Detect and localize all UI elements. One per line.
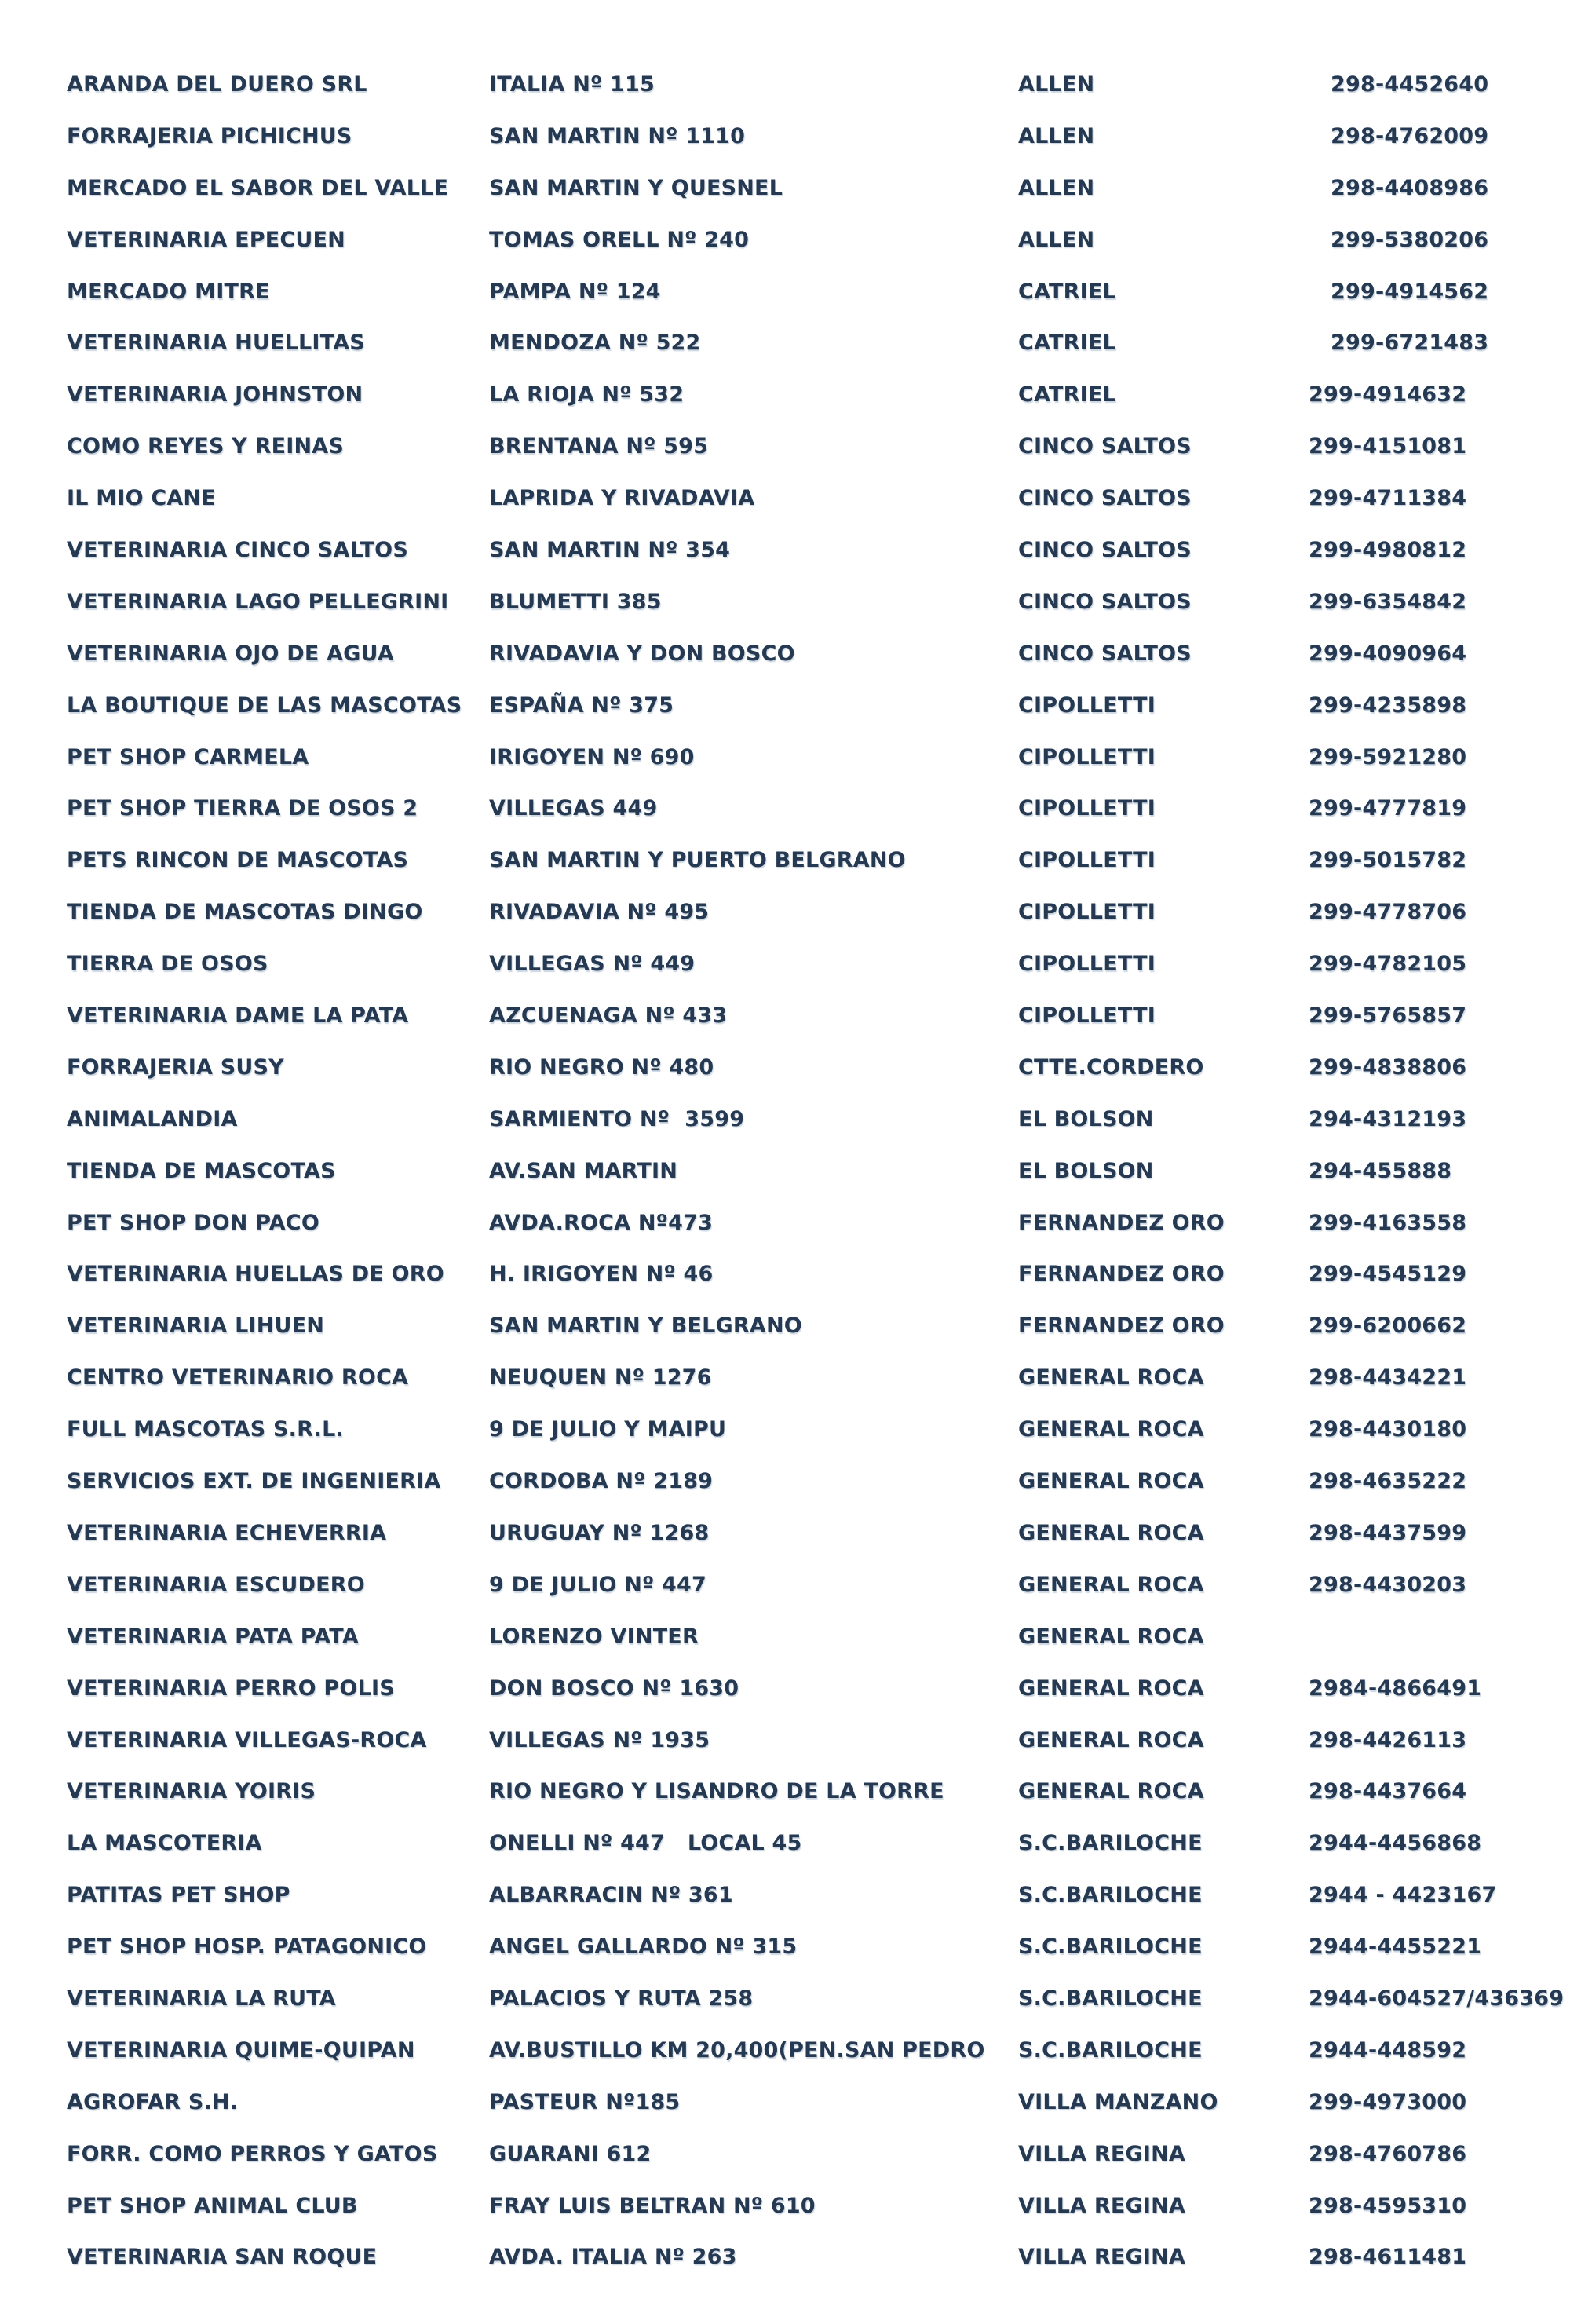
business-name-cell: SERVICIOS EXT. DE INGENIERIA <box>67 1469 441 1494</box>
business-name-cell: VETERINARIA EPECUEN <box>67 227 345 252</box>
city-cell: ALLEN <box>1018 123 1095 148</box>
business-name-cell: VETERINARIA JOHNSTON <box>67 382 363 407</box>
phone-cell: 299-4151081 <box>1309 434 1467 459</box>
city-cell: CIPOLLETTI <box>1018 692 1156 718</box>
city-cell: CIPOLLETTI <box>1018 952 1156 977</box>
address-cell: BLUMETTI 385 <box>489 589 662 614</box>
city-cell: ALLEN <box>1018 227 1095 252</box>
city-cell: VILLA REGINA <box>1018 2245 1185 2270</box>
table-row <box>67 783 1570 835</box>
address-cell: 9 DE JULIO Y MAIPU <box>489 1417 727 1442</box>
table-row <box>67 2180 1570 2232</box>
city-cell: FERNANDEZ ORO <box>1018 1210 1225 1235</box>
address-cell: RIO NEGRO Nº 480 <box>489 1054 714 1080</box>
phone-cell: 298-4760786 <box>1309 2141 1467 2166</box>
phone-cell: 299-5921280 <box>1309 744 1467 769</box>
city-cell: S.C.BARILOCHE <box>1018 1935 1203 1960</box>
table-row <box>67 886 1570 938</box>
business-name-cell: VETERINARIA LIHUEN <box>67 1314 325 1339</box>
city-cell: S.C.BARILOCHE <box>1018 1986 1203 2011</box>
business-name-cell: TIENDA DE MASCOTAS DINGO <box>67 900 423 925</box>
business-name-cell: VETERINARIA ESCUDERO <box>67 1572 365 1597</box>
table-row <box>67 163 1570 214</box>
phone-cell: 299-4545129 <box>1309 1262 1467 1287</box>
city-cell: FERNANDEZ ORO <box>1018 1314 1225 1339</box>
city-cell: VILLA REGINA <box>1018 2141 1185 2166</box>
address-cell: VILLEGAS Nº 1935 <box>489 1727 710 1752</box>
table-row <box>67 1248 1570 1300</box>
address-cell: MENDOZA Nº 522 <box>489 331 701 356</box>
phone-cell: 299-6200662 <box>1309 1314 1467 1339</box>
city-cell: ALLEN <box>1018 175 1095 200</box>
address-cell: IRIGOYEN Nº 690 <box>489 744 695 769</box>
phone-cell: 299-4914562 <box>1331 279 1489 304</box>
business-name-cell: VETERINARIA VILLEGAS-ROCA <box>67 1727 427 1752</box>
table-row <box>67 1146 1570 1197</box>
business-name-cell: VETERINARIA HUELLAS DE ORO <box>67 1262 444 1287</box>
business-name-cell: VETERINARIA PATA PATA <box>67 1624 359 1649</box>
business-name-cell: ANIMALANDIA <box>67 1106 238 1131</box>
business-name-cell: VETERINARIA SAN ROQUE <box>67 2245 378 2270</box>
address-cell: AVDA.ROCA Nº473 <box>489 1210 714 1235</box>
table-row <box>67 628 1570 680</box>
phone-cell: 299-4090964 <box>1309 641 1467 666</box>
phone-cell: 299-4782105 <box>1309 952 1467 977</box>
phone-cell: 298-4611481 <box>1309 2245 1467 2270</box>
address-cell: LORENZO VINTER <box>489 1624 699 1649</box>
business-name-cell: CENTRO VETERINARIO ROCA <box>67 1365 409 1390</box>
table-row <box>67 1300 1570 1352</box>
address-cell: FRAY LUIS BELTRAN Nº 610 <box>489 2193 816 2218</box>
business-name-cell: VETERINARIA HUELLITAS <box>67 331 365 356</box>
address-cell: PASTEUR Nº185 <box>489 2089 681 2114</box>
business-name-cell: TIENDA DE MASCOTAS <box>67 1158 336 1183</box>
address-cell: URUGUAY Nº 1268 <box>489 1520 710 1545</box>
city-cell: CTTE.CORDERO <box>1018 1054 1204 1080</box>
address-cell: AZCUENAGA Nº 433 <box>489 1003 728 1029</box>
phone-cell: 299-6354842 <box>1309 589 1467 614</box>
city-cell: VILLA MANZANO <box>1018 2089 1218 2114</box>
business-name-cell: VETERINARIA QUIME-QUIPAN <box>67 2037 415 2063</box>
business-name-cell: LA MASCOTERIA <box>67 1831 262 1856</box>
address-cell: ITALIA Nº 115 <box>489 72 655 97</box>
city-cell: GENERAL ROCA <box>1018 1675 1204 1701</box>
city-cell: ALLEN <box>1018 72 1095 97</box>
table-row <box>67 59 1570 111</box>
address-cell: ALBARRACIN Nº 361 <box>489 1883 733 1908</box>
business-name-cell: MERCADO EL SABOR DEL VALLE <box>67 175 449 200</box>
phone-cell: 2944-604527/436369 <box>1309 1986 1565 2011</box>
table-row <box>67 2129 1570 2180</box>
table-row <box>67 1818 1570 1869</box>
table-row <box>67 680 1570 732</box>
phone-cell: 299-5015782 <box>1309 848 1467 873</box>
table-row <box>67 473 1570 524</box>
table-row <box>67 576 1570 628</box>
address-cell: SAN MARTIN Y QUESNEL <box>489 175 783 200</box>
address-cell: H. IRIGOYEN Nº 46 <box>489 1262 714 1287</box>
phone-cell: 299-6721483 <box>1331 331 1489 356</box>
table-row <box>67 2231 1570 2283</box>
phone-cell: 294-455888 <box>1309 1158 1452 1183</box>
city-cell: GENERAL ROCA <box>1018 1417 1204 1442</box>
business-name-cell: FORRAJERIA SUSY <box>67 1054 284 1080</box>
city-cell: CINCO SALTOS <box>1018 641 1192 666</box>
address-cell: ONELLI Nº 447 LOCAL 45 <box>489 1831 802 1856</box>
address-cell: ANGEL GALLARDO Nº 315 <box>489 1935 798 1960</box>
table-row <box>67 1715 1570 1767</box>
table-row <box>67 524 1570 576</box>
address-cell: VILLEGAS Nº 449 <box>489 952 696 977</box>
address-cell: SAN MARTIN Nº 1110 <box>489 123 746 148</box>
city-cell: CINCO SALTOS <box>1018 434 1192 459</box>
phone-cell: 298-4430203 <box>1309 1572 1467 1597</box>
city-cell: CIPOLLETTI <box>1018 796 1156 821</box>
phone-cell: 299-4973000 <box>1309 2089 1467 2114</box>
phone-cell: 298-4437664 <box>1309 1779 1467 1804</box>
table-row <box>67 938 1570 990</box>
address-cell: CORDOBA Nº 2189 <box>489 1469 714 1494</box>
city-cell: CIPOLLETTI <box>1018 900 1156 925</box>
table-row <box>67 1663 1570 1715</box>
phone-cell: 298-4408986 <box>1331 175 1489 200</box>
table-row <box>67 2025 1570 2077</box>
address-cell: RIVADAVIA Nº 495 <box>489 900 710 925</box>
phone-cell: 298-4426113 <box>1309 1727 1467 1752</box>
address-cell: TOMAS ORELL Nº 240 <box>489 227 750 252</box>
address-cell: RIVADAVIA Y DON BOSCO <box>489 641 795 666</box>
business-name-cell: VETERINARIA CINCO SALTOS <box>67 538 408 563</box>
city-cell: S.C.BARILOCHE <box>1018 2037 1203 2063</box>
table-row <box>67 1042 1570 1094</box>
directory-rows <box>67 59 1570 2283</box>
address-cell: AV.BUSTILLO KM 20,400(PEN.SAN PEDRO <box>489 2037 985 2063</box>
phone-cell: 299-4838806 <box>1309 1054 1467 1080</box>
city-cell: CIPOLLETTI <box>1018 744 1156 769</box>
table-row <box>67 990 1570 1042</box>
table-row <box>67 1973 1570 2025</box>
city-cell: CATRIEL <box>1018 331 1116 356</box>
address-cell: SAN MARTIN Nº 354 <box>489 538 731 563</box>
phone-cell: 298-4434221 <box>1309 1365 1467 1390</box>
phone-cell: 299-5380206 <box>1331 227 1489 252</box>
business-name-cell: MERCADO MITRE <box>67 279 270 304</box>
city-cell: CIPOLLETTI <box>1018 848 1156 873</box>
table-row <box>67 1611 1570 1663</box>
business-name-cell: PET SHOP HOSP. PATAGONICO <box>67 1935 427 1960</box>
address-cell: PALACIOS Y RUTA 258 <box>489 1986 754 2011</box>
phone-cell: 298-4452640 <box>1331 72 1489 97</box>
business-name-cell: VETERINARIA OJO DE AGUA <box>67 641 394 666</box>
phone-cell: 294-4312193 <box>1309 1106 1467 1131</box>
city-cell: CINCO SALTOS <box>1018 538 1192 563</box>
table-row <box>67 1869 1570 1921</box>
address-cell: 9 DE JULIO Nº 447 <box>489 1572 706 1597</box>
business-name-cell: VETERINARIA YOIRIS <box>67 1779 316 1804</box>
address-cell: RIO NEGRO Y LISANDRO DE LA TORRE <box>489 1779 944 1804</box>
city-cell: CIPOLLETTI <box>1018 1003 1156 1029</box>
business-name-cell: ARANDA DEL DUERO SRL <box>67 72 367 97</box>
table-row <box>67 1559 1570 1611</box>
city-cell: CINCO SALTOS <box>1018 486 1192 511</box>
city-cell: GENERAL ROCA <box>1018 1779 1204 1804</box>
table-row <box>67 1921 1570 1973</box>
business-name-cell: VETERINARIA LAGO PELLEGRINI <box>67 589 449 614</box>
city-cell: EL BOLSON <box>1018 1158 1154 1183</box>
city-cell: EL BOLSON <box>1018 1106 1154 1131</box>
table-row <box>67 1197 1570 1249</box>
table-row <box>67 421 1570 473</box>
table-row <box>67 1507 1570 1559</box>
phone-cell: 299-4163558 <box>1309 1210 1467 1235</box>
phone-cell: 299-4777819 <box>1309 796 1467 821</box>
business-name-cell: PET SHOP DON PACO <box>67 1210 319 1235</box>
phone-cell: 299-4235898 <box>1309 692 1467 718</box>
address-cell: GUARANI 612 <box>489 2141 652 2166</box>
business-name-cell: FORRAJERIA PICHICHUS <box>67 123 352 148</box>
business-name-cell: AGROFAR S.H. <box>67 2089 239 2114</box>
address-cell: AVDA. ITALIA Nº 263 <box>489 2245 737 2270</box>
phone-cell: 298-4430180 <box>1309 1417 1467 1442</box>
city-cell: GENERAL ROCA <box>1018 1572 1204 1597</box>
business-name-cell: PET SHOP TIERRA DE OSOS 2 <box>67 796 418 821</box>
table-row <box>67 835 1570 886</box>
city-cell: CATRIEL <box>1018 279 1116 304</box>
phone-cell: 298-4437599 <box>1309 1520 1467 1545</box>
address-cell: NEUQUEN Nº 1276 <box>489 1365 712 1390</box>
table-row <box>67 1404 1570 1456</box>
phone-cell: 298-4635222 <box>1309 1469 1467 1494</box>
phone-cell: 2984-4866491 <box>1309 1675 1482 1701</box>
business-name-cell: LA BOUTIQUE DE LAS MASCOTAS <box>67 692 462 718</box>
business-name-cell: PETS RINCON DE MASCOTAS <box>67 848 409 873</box>
business-name-cell: VETERINARIA DAME LA PATA <box>67 1003 409 1029</box>
table-row <box>67 1456 1570 1507</box>
table-row <box>67 732 1570 784</box>
business-name-cell: TIERRA DE OSOS <box>67 952 268 977</box>
city-cell: S.C.BARILOCHE <box>1018 1883 1203 1908</box>
address-cell: LA RIOJA Nº 532 <box>489 382 685 407</box>
business-name-cell: PET SHOP CARMELA <box>67 744 309 769</box>
business-name-cell: VETERINARIA ECHEVERRIA <box>67 1520 387 1545</box>
address-cell: SAN MARTIN Y PUERTO BELGRANO <box>489 848 906 873</box>
business-name-cell: FORR. COMO PERROS Y GATOS <box>67 2141 438 2166</box>
city-cell: GENERAL ROCA <box>1018 1469 1204 1494</box>
phone-cell: 299-5765857 <box>1309 1003 1467 1029</box>
city-cell: GENERAL ROCA <box>1018 1365 1204 1390</box>
phone-cell: 2944-4455221 <box>1309 1935 1482 1960</box>
phone-cell: 299-4980812 <box>1309 538 1467 563</box>
phone-cell: 299-4914632 <box>1309 382 1467 407</box>
city-cell: CINCO SALTOS <box>1018 589 1192 614</box>
business-name-cell: PET SHOP ANIMAL CLUB <box>67 2193 358 2218</box>
table-row <box>67 214 1570 266</box>
city-cell: CATRIEL <box>1018 382 1116 407</box>
business-name-cell: VETERINARIA LA RUTA <box>67 1986 336 2011</box>
phone-cell: 299-4778706 <box>1309 900 1467 925</box>
table-row <box>67 369 1570 421</box>
phone-cell: 2944-4456868 <box>1309 1831 1482 1856</box>
address-cell: VILLEGAS 449 <box>489 796 658 821</box>
business-name-cell: IL MIO CANE <box>67 486 216 511</box>
table-row <box>67 266 1570 318</box>
business-name-cell: VETERINARIA PERRO POLIS <box>67 1675 395 1701</box>
phone-cell: 2944 - 4423167 <box>1309 1883 1497 1908</box>
address-cell: BRENTANA Nº 595 <box>489 434 709 459</box>
address-cell: AV.SAN MARTIN <box>489 1158 678 1183</box>
address-cell: SARMIENTO Nº 3599 <box>489 1106 745 1131</box>
phone-cell: 299-4711384 <box>1309 486 1467 511</box>
city-cell: S.C.BARILOCHE <box>1018 1831 1203 1856</box>
phone-cell: 298-4762009 <box>1331 123 1489 148</box>
address-cell: ESPAÑA Nº 375 <box>489 692 674 718</box>
table-row <box>67 2077 1570 2129</box>
address-cell: SAN MARTIN Y BELGRANO <box>489 1314 802 1339</box>
city-cell: VILLA REGINA <box>1018 2193 1185 2218</box>
address-cell: PAMPA Nº 124 <box>489 279 661 304</box>
address-cell: DON BOSCO Nº 1630 <box>489 1675 739 1701</box>
phone-cell: 298-4595310 <box>1309 2193 1467 2218</box>
table-row <box>67 111 1570 163</box>
table-row <box>67 1094 1570 1146</box>
table-row <box>67 317 1570 369</box>
city-cell: GENERAL ROCA <box>1018 1520 1204 1545</box>
city-cell: GENERAL ROCA <box>1018 1624 1204 1649</box>
address-cell: LAPRIDA Y RIVADAVIA <box>489 486 755 511</box>
table-row <box>67 1766 1570 1818</box>
table-row <box>67 1352 1570 1404</box>
business-name-cell: FULL MASCOTAS S.R.L. <box>67 1417 344 1442</box>
business-name-cell: COMO REYES Y REINAS <box>67 434 345 459</box>
city-cell: GENERAL ROCA <box>1018 1727 1204 1752</box>
business-name-cell: PATITAS PET SHOP <box>67 1883 290 1908</box>
city-cell: FERNANDEZ ORO <box>1018 1262 1225 1287</box>
phone-cell: 2944-448592 <box>1309 2037 1467 2063</box>
